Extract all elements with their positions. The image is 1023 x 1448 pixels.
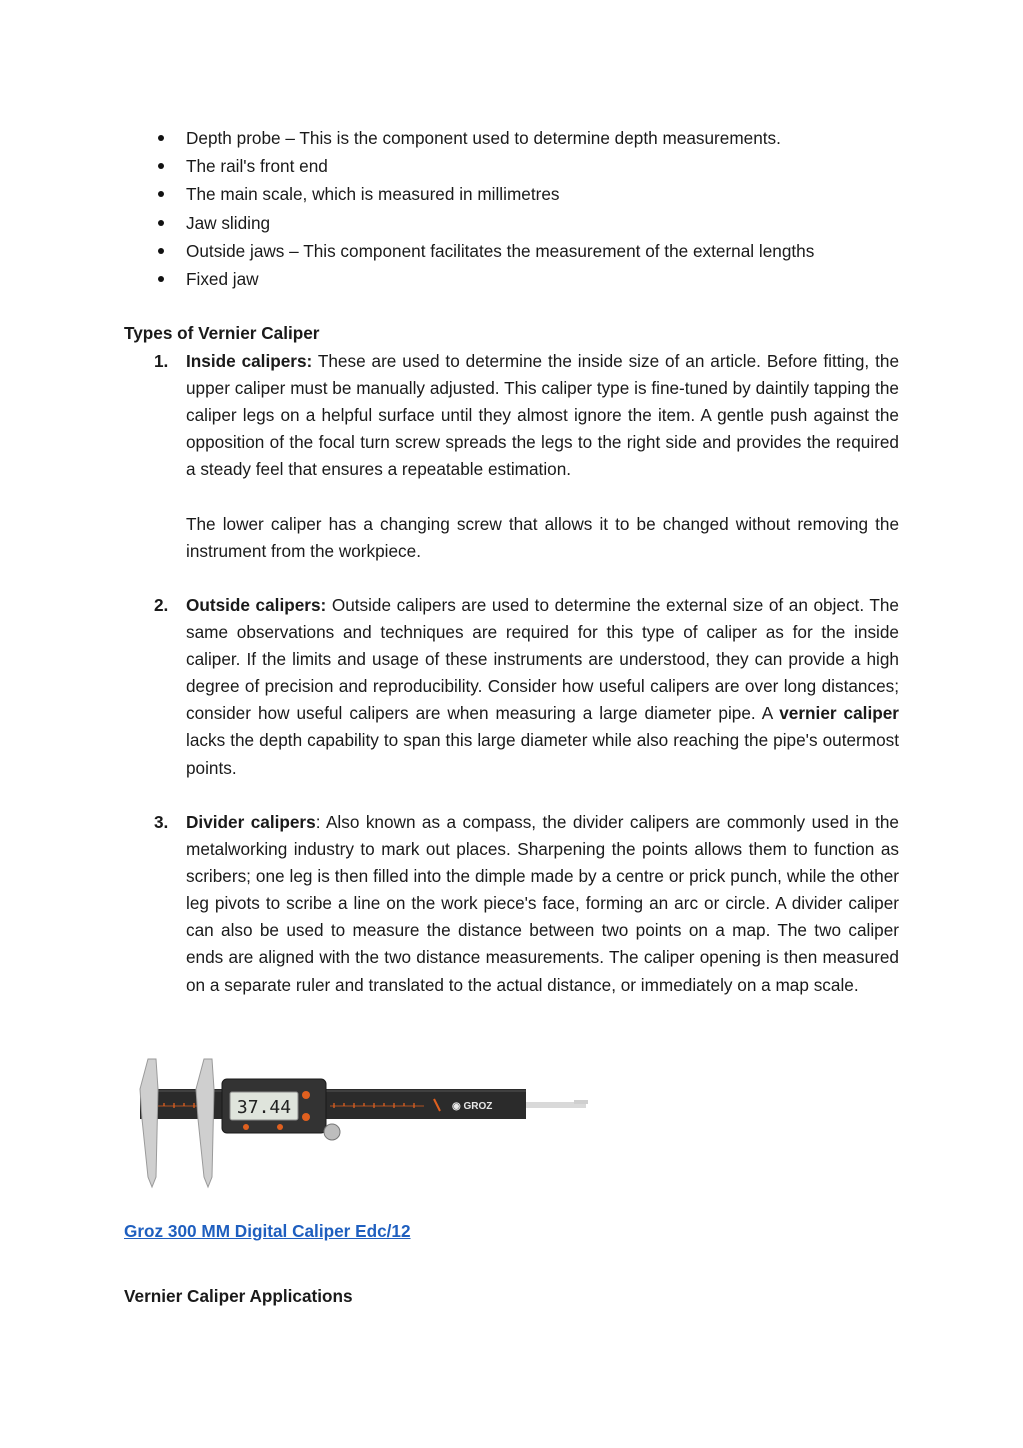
list-item-body (186, 809, 899, 999)
item-text: lacks the depth capability to span this large diameter while also reaching the pipe's outermost points. (186, 730, 899, 778)
thumb-wheel (324, 1124, 340, 1140)
item-text: Outside calipers are used to determine the external size of an object. The same observations and techniques are required for this type of caliper as for the inside caliper. If the limits and usage of these instruments are understood, they can provide a high degree of precision and reproducibility. Consider how useful calipers are over long distances; consider how useful calipers are when measuring a large diameter pipe. A (186, 595, 899, 724)
bullet-dot-icon (158, 220, 164, 226)
bullet-item: Fixed jaw (124, 265, 914, 293)
digital-caliper-image (134, 1055, 594, 1193)
item-text: : Also known as a compass, the divider calipers are commonly used in the metalworking industry to mark out places. Sharpening the points allows them to function as scribers; one leg is then filled into the dimple made by a centre or prick punch, while the other leg pivots to scribe a line on the work piece's face, forming an arc or circle. A divider caliper can also be used to measure the distance between two points on a map. The two caliper ends are aligned with the two distance measurements. The caliper opening is then measured on a separate ruler and translated to the actual distance, or immediately on a map scale. (186, 812, 899, 995)
lcd-reading: 37.44 (236, 1097, 292, 1118)
item-text: These are used to determine the inside size of an article. Before fitting, the upper caliper must be manually adjusted. This caliper type is fine-tuned by daintily tapping the caliper legs on a helpful surface until they almost ignore the item. A gentle push against the opposition of the focal turn screw spreads the legs to the right side and provides the required a steady feel that ensures a repeatable estimation. (186, 351, 900, 480)
caliper-button-icon (302, 1113, 310, 1121)
bullet-dot-icon (158, 163, 164, 169)
list-number: 1. (154, 351, 169, 371)
brand-logo: ◉ GROZ (452, 1101, 493, 1112)
bullet-item: The rail's front end (124, 152, 914, 180)
bullet-item: Outside jaws – This component facilitates the measurement of the external lengths (124, 237, 914, 265)
sliding-jaw (196, 1059, 214, 1187)
bullet-dot-icon (158, 276, 164, 282)
bullet-dot-icon (158, 135, 164, 141)
bullet-dot-icon (158, 248, 164, 254)
product-link[interactable]: Groz 300 MM Digital Caliper Edc/12 (124, 1221, 411, 1241)
bullet-item: Jaw sliding (124, 209, 914, 237)
bullet-item: The main scale, which is measured in millimetres (124, 180, 914, 208)
item-title: Outside calipers: (186, 595, 327, 615)
caliper-button-icon (302, 1091, 310, 1099)
types-heading: Types of Vernier Caliper (124, 323, 320, 343)
list-number: 3. (154, 812, 169, 832)
item-bold-term: vernier caliper (779, 703, 899, 724)
caliper-button-icon (243, 1124, 249, 1130)
item-title: Divider calipers (186, 812, 316, 832)
bullet-dot-icon (158, 191, 164, 197)
list-item-body (186, 592, 899, 782)
item-text-second-paragraph: The lower caliper has a changing screw that allows it to be changed without removing the instrument from the workpiece. (186, 513, 899, 561)
bullet-item: Depth probe – This is the component used to determine depth measurements. (124, 124, 914, 152)
caliper-button-icon (277, 1124, 283, 1130)
list-number: 2. (154, 595, 169, 615)
item-title: Inside calipers: (186, 351, 313, 371)
applications-heading: Vernier Caliper Applications (124, 1286, 353, 1306)
fixed-jaw (140, 1059, 158, 1187)
list-item-body (186, 348, 899, 565)
component-bullet-list (124, 124, 914, 293)
